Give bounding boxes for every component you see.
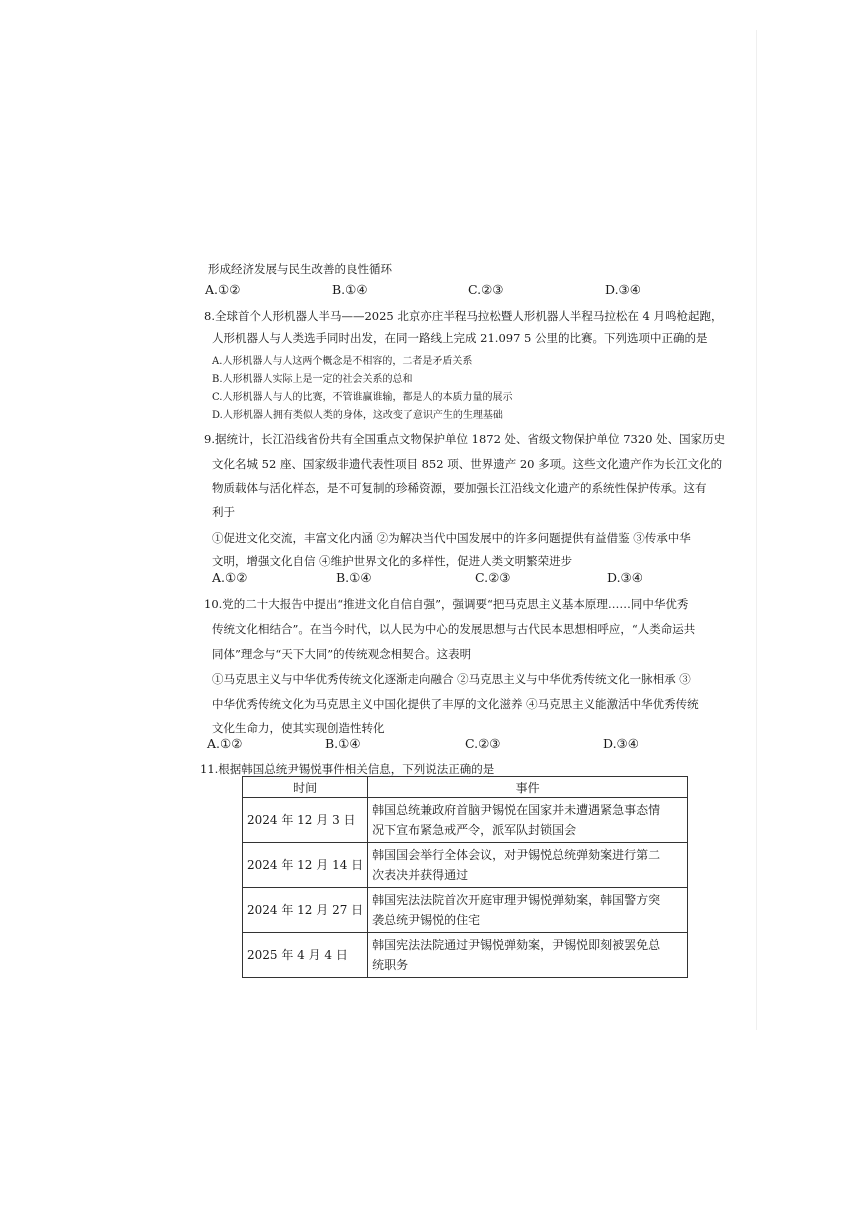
q8-option-d: D.人形机器人拥有类似人类的身体，这改变了意识产生的生理基础: [212, 410, 503, 421]
q7-option-c: C.②③: [468, 282, 504, 297]
header-event: 事件: [368, 777, 688, 798]
q9-option-a: A.①②: [212, 570, 248, 585]
cell-event: [368, 933, 688, 978]
cell-event-line: 况下宣布紧急戒严令，派军队封锁国会: [372, 823, 577, 837]
q8-option-c: C.人形机器人与人的比赛，不管谁赢谁输，都是人的本质力量的展示: [212, 392, 513, 403]
cell-event-line: 韩国宪法法院通过尹锡悦弹劾案，尹锡悦即刻被罢免总: [372, 938, 661, 952]
q7-option-b: B.①④: [332, 282, 368, 297]
q9-item-line: ①促进文化交流，丰富文化内涵 ②为解决当代中国发展中的许多问题提供有益借鉴 ③传承中华: [212, 531, 691, 545]
q10-item-line: 文化生命力，使其实现创造性转化: [212, 721, 385, 735]
table-row: [243, 843, 688, 888]
q9-option-b: B.①④: [336, 570, 372, 585]
cell-event-line: 次表决并获得通过: [372, 868, 469, 882]
table-header-row: [243, 777, 688, 798]
table-row: [243, 888, 688, 933]
cell-event-line: 袭总统尹锡悦的住宅: [372, 913, 481, 927]
cell-time: 2024 年 12 月 3 日: [243, 798, 368, 843]
q8-stem-line: 8.全球首个人形机器人半马——2025 北京亦庄半程马拉松暨人形机器人半程马拉松在 4 月鸣枪起跑，: [204, 309, 723, 323]
q10-stem-line: 同体”理念与“天下大同”的传统观念相契合。这表明: [212, 647, 472, 661]
q10-item-line: ①马克思主义与中华优秀传统文化逐渐走向融合 ②马克思主义与中华优秀传统文化一脉相承 ③: [212, 672, 691, 686]
q9-option-d: D.③④: [607, 570, 643, 585]
q7-option-a: A.①②: [205, 282, 241, 297]
q10-stem-line: 传统文化相结合”。在当今时代，以人民为中心的发展思想与古代民本思想相呼应，“人类命运共: [212, 622, 696, 636]
cell-event-line: 统职务: [372, 958, 409, 972]
cell-event-line: 韩国国会举行全体会议，对尹锡悦总统弹劾案进行第二: [372, 848, 661, 862]
q10-option-a: A.①②: [207, 736, 243, 751]
cell-event: [368, 843, 688, 888]
q7-option-d: D.③④: [605, 282, 641, 297]
q9-option-c: C.②③: [475, 570, 511, 585]
cell-event: [368, 798, 688, 843]
q9-stem-line: 物质载体与活化样态，是不可复制的珍稀资源，要加强长江沿线文化遗产的系统性保护传承。这有: [212, 481, 707, 495]
q8-option-b: B.人形机器人实际上是一定的社会关系的总和: [212, 374, 413, 385]
q9-stem-line: 利于: [212, 505, 235, 519]
cell-time: 2025 年 4 月 4 日: [243, 933, 368, 978]
scan-edge-line: [756, 30, 757, 1030]
header-time: 时间: [243, 777, 368, 798]
q10-option-d: D.③④: [603, 736, 639, 751]
q9-item-line: 文明，增强文化自信 ④维护世界文化的多样性，促进人类文明繁荣进步: [212, 554, 573, 568]
q11-stem: 11.根据韩国总统尹锡悦事件相关信息，下列说法正确的是: [200, 762, 495, 776]
table-row: [243, 798, 688, 843]
q8-stem-line: 人形机器人与人类选手同时出发，在同一路线上完成 21.097 5 公里的比赛。下列选项中正确的是: [212, 331, 708, 345]
q8-option-a: A.人形机器人与人这两个概念是不相容的，二者是矛盾关系: [212, 356, 473, 367]
q7-tail-text: 形成经济发展与民生改善的良性循环: [208, 262, 392, 276]
cell-event-line: 韩国宪法法院首次开庭审理尹锡悦弹劾案，韩国警方突: [372, 893, 661, 907]
cell-event-line: 韩国总统兼政府首脑尹锡悦在国家并未遭遇紧急事态情: [372, 803, 661, 817]
cell-event: [368, 888, 688, 933]
q10-option-b: B.①④: [325, 736, 361, 751]
table-row: [243, 933, 688, 978]
q9-stem-line: 文化名城 52 座、国家级非遗代表性项目 852 项、世界遗产 20 多项。这些文化遗产作为长江文化的: [212, 457, 723, 471]
cell-time: 2024 年 12 月 14 日: [243, 843, 368, 888]
q9-stem-line: 9.据统计，长江沿线省份共有全国重点文物保护单位 1872 处、省级文物保护单位 7320 处、国家历史: [204, 432, 726, 446]
q10-stem-line: 10.党的二十大报告中提出“推进文化自信自强”，强调要“把马克思主义基本原理……同中华优秀: [204, 597, 689, 611]
cell-time: 2024 年 12 月 27 日: [243, 888, 368, 933]
q10-option-c: C.②③: [465, 736, 501, 751]
q10-item-line: 中华优秀传统文化为马克思主义中国化提供了丰厚的文化滋养 ④马克思主义能激活中华优秀传统: [212, 697, 699, 711]
event-table: [242, 776, 688, 978]
